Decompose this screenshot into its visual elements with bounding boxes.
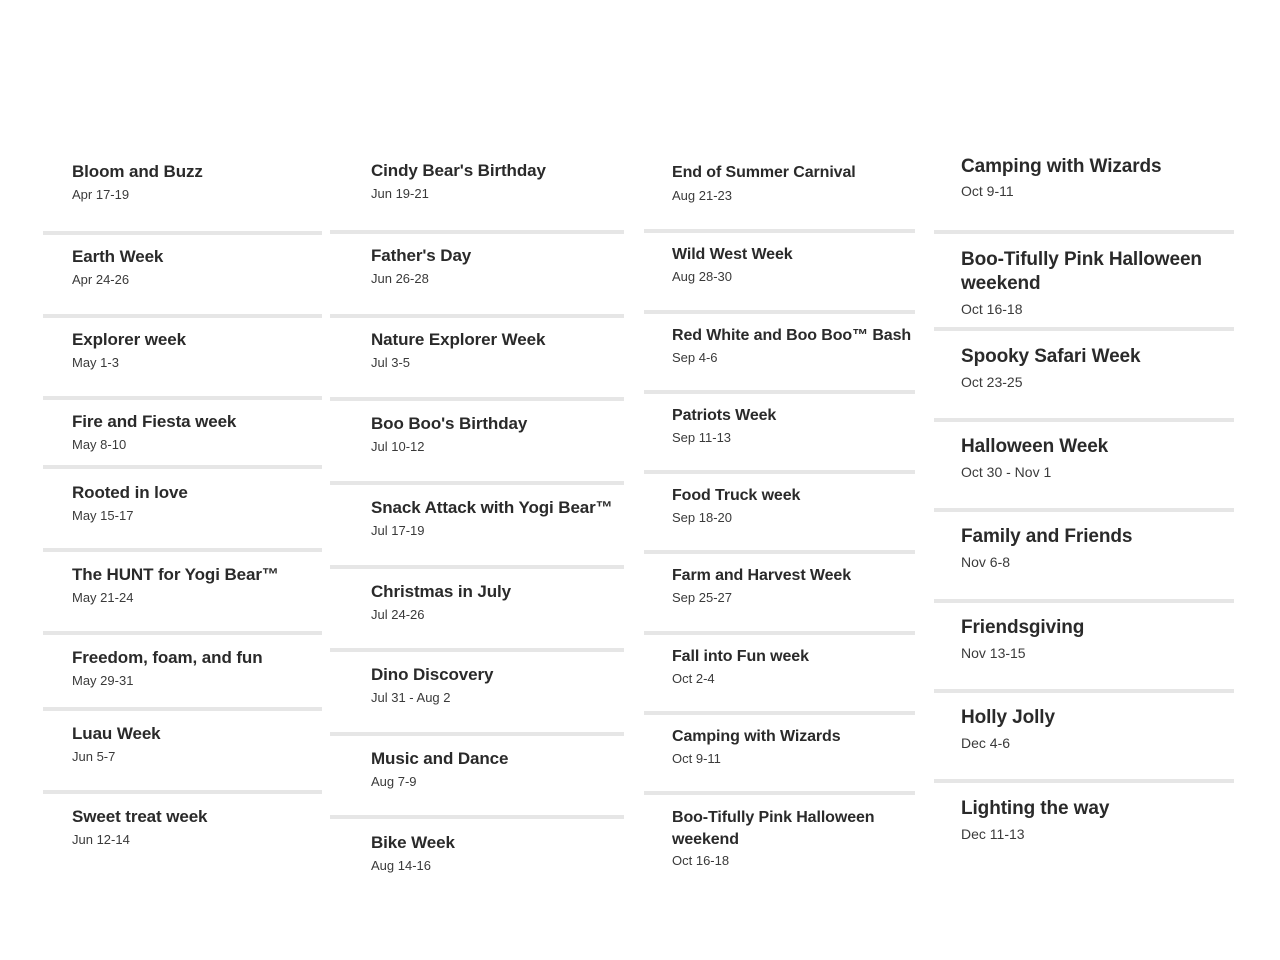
event-item[interactable] [43,314,322,399]
event-date: Nov 6-8 [961,554,1011,570]
event-title: Rooted in love [72,483,188,502]
event-item[interactable] [644,550,915,634]
event-item[interactable] [43,465,322,550]
event-item[interactable] [43,396,322,468]
event-title: Boo-Tifully Pink Halloween weekend [961,249,1202,294]
event-date: Jun 26-28 [371,271,429,286]
event-title: Boo Boo's Birthday [371,414,528,433]
event-date: Aug 28-30 [672,269,732,284]
event-item[interactable] [330,815,624,885]
event-title: Luau Week [72,724,161,743]
event-item[interactable] [330,314,624,401]
event-item[interactable] [934,327,1234,422]
event-item[interactable] [644,390,915,474]
event-date: Dec 4-6 [961,735,1011,751]
event-title: Music and Dance [371,749,509,768]
event-item[interactable] [43,231,322,316]
event-title: Freedom, foam, and fun [72,648,263,667]
event-title: Cindy Bear's Birthday [371,161,546,180]
event-title: Camping with Wizards [672,728,841,745]
event-item[interactable] [43,790,322,870]
event-title: Boo-Tifully Pink Halloween weekend [672,809,875,848]
event-title: End of Summer Carnival [672,164,856,181]
event-item[interactable] [43,548,322,633]
event-item[interactable] [43,150,322,232]
event-item[interactable] [934,508,1234,603]
event-date: Jul 17-19 [371,523,425,538]
event-item[interactable] [644,310,915,394]
event-date: May 29-31 [72,673,134,688]
event-date: Oct 23-25 [961,374,1023,390]
event-item[interactable] [644,470,915,554]
event-title: Fire and Fiesta week [72,412,237,431]
event-title: Wild West Week [672,246,793,263]
event-item[interactable] [330,150,624,232]
event-date: Aug 7-9 [371,774,417,789]
event-title: Farm and Harvest Week [672,567,852,584]
event-date: Nov 13-15 [961,645,1026,661]
event-date: May 1-3 [72,355,119,370]
event-date: Jul 31 - Aug 2 [371,690,451,705]
event-item[interactable] [330,732,624,819]
event-item[interactable] [934,689,1234,784]
event-date: Oct 16-18 [961,301,1023,317]
event-date: Apr 24-26 [72,272,130,287]
event-date: Oct 30 - Nov 1 [961,464,1052,480]
event-title: Fall into Fun week [672,648,809,665]
event-date: Jul 24-26 [371,607,425,622]
event-item[interactable] [934,230,1234,330]
event-title: Explorer week [72,330,186,349]
event-date: Oct 2-4 [672,671,715,686]
event-item[interactable] [330,481,624,568]
event-date: Sep 4-6 [672,350,718,365]
event-item[interactable] [43,707,322,793]
event-item[interactable] [330,565,624,652]
event-item[interactable] [644,150,915,232]
event-title: Family and Friends [961,526,1133,547]
event-date: Aug 14-16 [371,858,431,873]
event-date: Jun 5-7 [72,749,116,764]
event-date: Sep 18-20 [672,510,732,525]
event-date: Sep 25-27 [672,590,732,605]
event-title: Earth Week [72,247,164,266]
event-title: Camping with Wizards [961,156,1162,177]
event-title: Dino Discovery [371,665,494,684]
event-item[interactable] [934,779,1234,859]
event-title: Holly Jolly [961,707,1055,728]
event-title: Christmas in July [371,582,512,601]
event-item[interactable] [934,599,1234,693]
event-date: Aug 21-23 [672,188,732,203]
event-item[interactable] [644,711,915,795]
event-title: Patriots Week [672,407,777,424]
event-date: Apr 17-19 [72,187,130,202]
event-title: Father's Day [371,246,472,265]
event-item[interactable] [644,791,915,876]
event-date: Oct 9-11 [961,183,1014,199]
event-item[interactable] [330,397,624,484]
event-item[interactable] [644,229,915,313]
event-title: Spooky Safari Week [961,346,1141,367]
event-date: Jun 12-14 [72,832,130,847]
event-date: Oct 9-11 [672,751,721,766]
event-date: Jun 19-21 [371,186,429,201]
event-title: Halloween Week [961,436,1109,457]
event-date: Jul 10-12 [371,439,425,454]
event-date: May 15-17 [72,508,134,523]
event-item[interactable] [934,150,1234,232]
event-item[interactable] [330,230,624,317]
event-title: Food Truck week [672,487,801,504]
event-item[interactable] [644,631,915,715]
event-date: Sep 11-13 [672,430,732,445]
event-title: Nature Explorer Week [371,330,546,349]
event-item[interactable] [934,418,1234,512]
event-title: Bike Week [371,833,455,852]
event-title: Friendsgiving [961,617,1085,638]
event-date: May 8-10 [72,437,127,452]
event-date: Oct 16-18 [672,853,730,868]
event-title: Snack Attack with Yogi Bear™ [371,498,613,517]
event-title: Sweet treat week [72,807,208,826]
event-date: Dec 11-13 [961,826,1025,842]
event-date: Jul 3-5 [371,355,411,370]
event-item[interactable] [43,631,322,710]
event-title: Bloom and Buzz [72,162,203,181]
event-item[interactable] [330,648,624,735]
event-title: The HUNT for Yogi Bear™ [72,565,279,584]
event-title: Lighting the way [961,798,1110,819]
event-title: Red White and Boo Boo™ Bash [672,327,912,344]
event-date: May 21-24 [72,590,134,605]
